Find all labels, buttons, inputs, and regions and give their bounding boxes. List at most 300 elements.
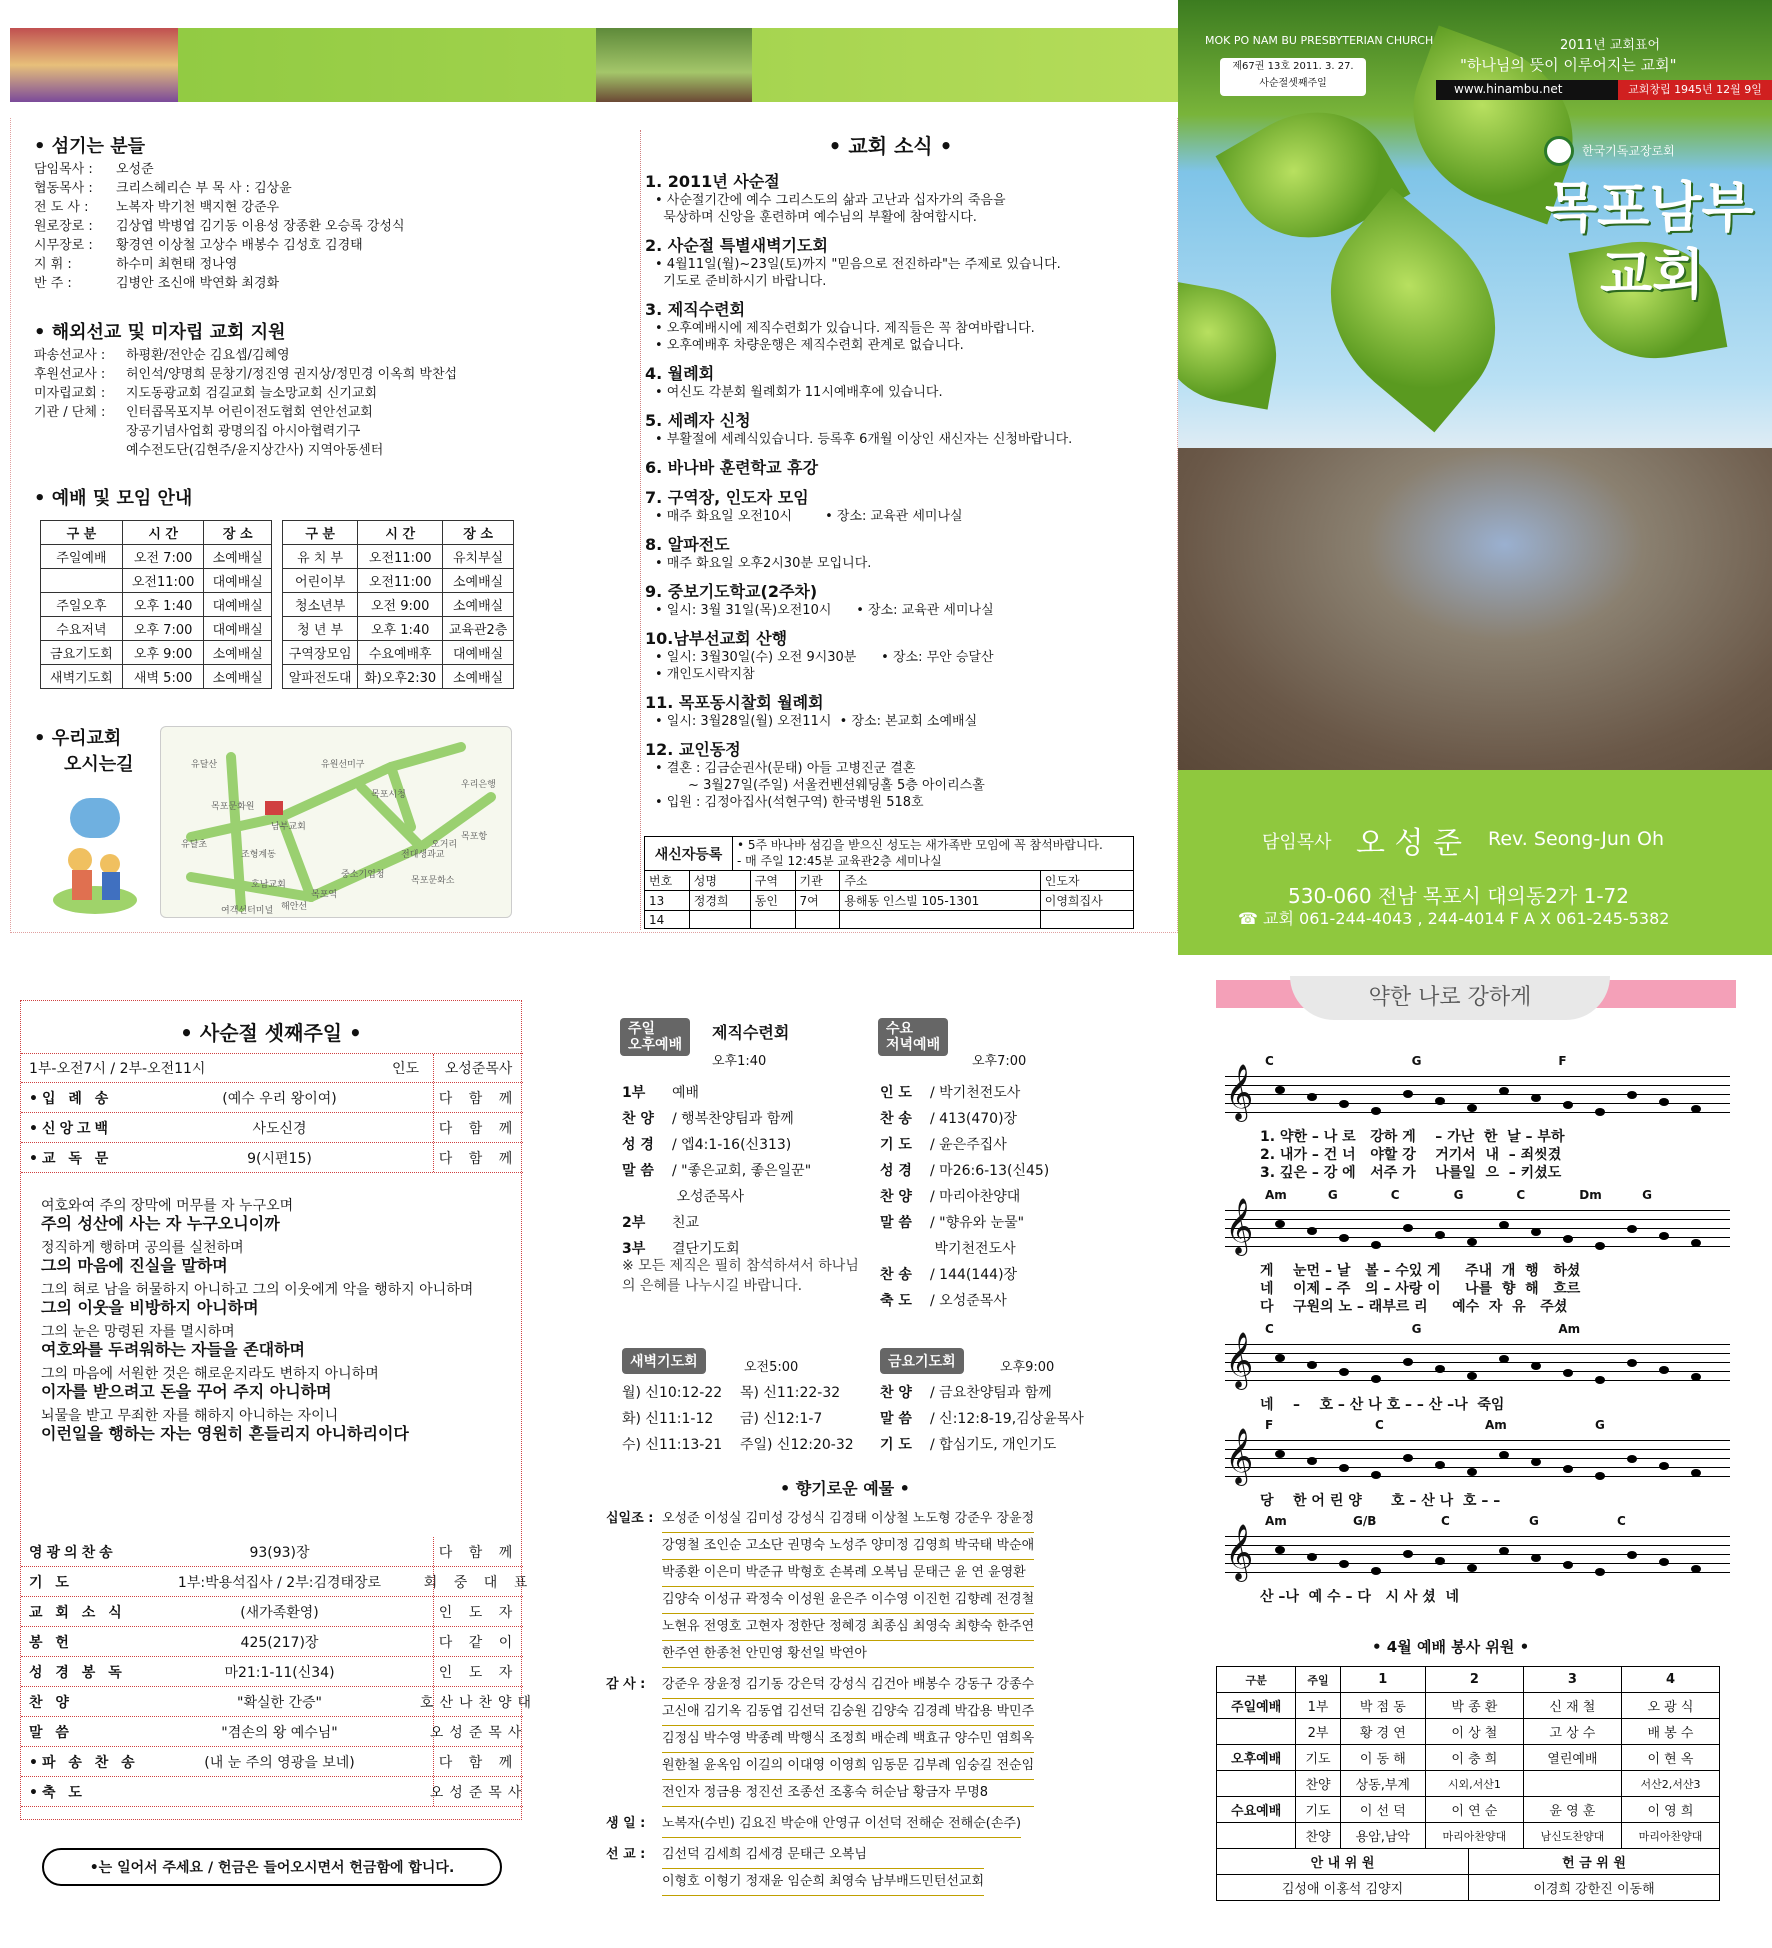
offering-title: • 향기로운 예물 • xyxy=(780,1479,910,1498)
offering-line: 전인자 정금용 정진선 조종선 조홍숙 허순남 황금자 무명8 xyxy=(662,1780,1034,1807)
pastor-label: 담임목사 xyxy=(1262,832,1332,853)
schedule-cell: 대예배실 xyxy=(204,569,272,593)
duty-header: 2 xyxy=(1425,1667,1523,1693)
info-label: 시무장로 : xyxy=(34,238,93,253)
news-line: • 입원 : 김정아집사(석현구역) 한국병원 518호 xyxy=(655,795,924,810)
service-row xyxy=(880,1406,1130,1432)
schedule-row xyxy=(41,665,272,689)
worship-leader: 오성준목사 xyxy=(433,1717,523,1746)
schedule-row xyxy=(283,617,514,641)
lyric-line: 2. 내가 – 건 너 야할 강 거기서 내 – 죄씻겼 xyxy=(1260,1147,1562,1163)
note xyxy=(1531,1362,1541,1370)
dawn-tag: 새벽기도회 xyxy=(622,1348,706,1374)
pastor-name: 오 성 준 xyxy=(1356,826,1463,861)
church-english-name: MOK PO NAM BU PRESBYTERIAN CHURCH xyxy=(1205,34,1434,47)
chord-label: C xyxy=(1617,1514,1626,1528)
worship-leader: 다 함 께 xyxy=(433,1083,523,1112)
news-item xyxy=(645,532,1140,572)
service-row xyxy=(622,1158,872,1184)
note xyxy=(1307,1361,1317,1369)
duty-row xyxy=(1217,1719,1720,1745)
offering-list xyxy=(606,1506,1146,1900)
lyric-line: 산 –나 예 수 – 다 시 사 셨 네 xyxy=(1260,1589,1460,1605)
worship-leader: 오성준목사 xyxy=(433,1777,523,1806)
note xyxy=(1691,1105,1701,1113)
music-staff xyxy=(1225,1322,1730,1388)
map-label: 중소기업청 xyxy=(341,870,385,880)
news-item xyxy=(645,169,1140,226)
info-value: 김상엽 박병엽 김기동 이용성 장종환 오승록 강성식 xyxy=(116,219,405,234)
note xyxy=(1371,1471,1381,1479)
newcomer-label: 새신자등록 xyxy=(645,837,733,870)
church-news xyxy=(640,130,1140,930)
duty-cell: 기도 xyxy=(1296,1745,1341,1771)
congregation-photo xyxy=(1178,448,1772,770)
service-value: / 합심기도, 개인기도 xyxy=(930,1437,1057,1453)
info-value: 김병안 조신애 박연화 최경화 xyxy=(116,276,280,291)
service-times-row: 1부-오전7시 / 2부-오전11시 인도 오성준목사 xyxy=(21,1053,523,1083)
treble-clef-icon: 𝄞 xyxy=(1225,1332,1254,1388)
worship-label: 봉 헌 xyxy=(29,1634,73,1651)
offering-label: 십일조 : xyxy=(606,1511,654,1526)
newcomer-header: 성명 xyxy=(689,871,750,891)
schedule-header: 장 소 xyxy=(204,521,272,545)
note xyxy=(1595,1472,1605,1480)
note xyxy=(1659,1462,1669,1470)
worship-leader: 회 중 대 표 xyxy=(433,1567,523,1596)
duty-cell: 찬양 xyxy=(1296,1823,1341,1849)
schedule-cell: 청 년 부 xyxy=(283,617,358,641)
worship-item: 마21:1-11(신34) xyxy=(224,1664,335,1681)
worship-row xyxy=(21,1687,538,1717)
schedule-cell: 오전11:00 xyxy=(122,569,204,593)
note xyxy=(1307,1093,1317,1101)
chord-label: Dm xyxy=(1579,1188,1602,1202)
news-heading: 1. 2011년 사순절 xyxy=(645,172,780,191)
duty-cell: 신 재 철 xyxy=(1523,1693,1621,1719)
offering-line: 강영철 조인순 고소단 권명숙 노성주 양미정 김영희 박국태 박순애 xyxy=(662,1533,1034,1560)
top-green-banner xyxy=(10,28,1178,102)
note xyxy=(1339,1464,1349,1472)
sunday-afternoon-rows xyxy=(622,1080,872,1262)
schedule-cell: 소예배실 xyxy=(443,665,514,689)
service-row xyxy=(622,1080,872,1106)
info-label: 기관 / 단체 : xyxy=(34,405,106,420)
duty-cell: 열린예배 xyxy=(1523,1745,1621,1771)
denomination: 한국기독교장로회 xyxy=(1582,144,1675,158)
note xyxy=(1627,1359,1637,1367)
schedule-row xyxy=(283,545,514,569)
note xyxy=(1563,1369,1573,1377)
note xyxy=(1339,1234,1349,1242)
map-label: 목포문화소 xyxy=(411,876,455,886)
service-row xyxy=(880,1432,1130,1458)
news-line: • 매주 화요일 오후2시30분 모입니다. xyxy=(655,556,872,571)
info-value: 예수전도단(김현주/윤지상간사) 지역아동센터 xyxy=(126,443,384,458)
note xyxy=(1435,1557,1445,1565)
note xyxy=(1691,1469,1701,1477)
schedule-cell: 소예배실 xyxy=(443,593,514,617)
news-heading: 4. 월례회 xyxy=(645,364,715,383)
schedule-cell: 유 치 부 xyxy=(283,545,358,569)
info-value: 장공기념사업회 광명의집 아시아협력기구 xyxy=(126,424,361,439)
offering-line: 이형호 이형기 정재윤 임순희 최영숙 남부배드민턴선교회 xyxy=(662,1869,984,1896)
lyric-line: 3. 깊은 – 강 에 서주 가 나를일 으 – 키셨도 xyxy=(1260,1165,1562,1181)
newcomer-notes xyxy=(733,837,1133,870)
service-label: 3부 xyxy=(622,1241,646,1257)
chord-label: G xyxy=(1595,1418,1605,1432)
duty-cell: 시외,서산1 xyxy=(1425,1771,1523,1797)
note xyxy=(1691,1373,1701,1381)
sunday-afternoon-title: 제직수련회 xyxy=(712,1023,790,1042)
duty-cell: 황 경 연 xyxy=(1340,1719,1425,1745)
chord-label: Am xyxy=(1265,1188,1287,1202)
chord-label: Am xyxy=(1265,1514,1287,1528)
schedule-cell: 소예배실 xyxy=(204,545,272,569)
news-line: • 매주 화요일 오전10시 • 장소: 교육관 세미나실 xyxy=(655,509,963,524)
worship-label: •축 도 xyxy=(29,1784,86,1801)
newcomer-row xyxy=(645,911,1134,929)
wednesday-time: 오후7:00 xyxy=(972,1054,1027,1069)
worship-order xyxy=(20,1000,538,1820)
note xyxy=(1307,1227,1317,1235)
note xyxy=(1499,1087,1509,1095)
schedule-row xyxy=(283,569,514,593)
worship-label: •파 송 찬 송 xyxy=(29,1754,139,1771)
worship-row xyxy=(21,1717,528,1747)
info-label: 반 주 : xyxy=(34,276,72,291)
info-row xyxy=(34,274,594,293)
note xyxy=(1435,1461,1445,1469)
newcomer-row xyxy=(645,891,1134,911)
service-row xyxy=(622,1132,872,1158)
service-row xyxy=(622,1106,872,1132)
service-label: 찬 송 xyxy=(880,1111,912,1127)
service-label: 기 도 xyxy=(880,1137,912,1153)
service-row xyxy=(880,1132,1130,1158)
note xyxy=(1595,1108,1605,1116)
duty-header-row xyxy=(1217,1667,1720,1693)
reading-lead: 여호와여 주의 장막에 머무를 자 누구오며 xyxy=(41,1198,294,1214)
offering-line: 노현유 전영호 고현자 정한단 정혜경 최종심 최영숙 최향숙 한주연 xyxy=(662,1614,1034,1641)
service-row xyxy=(880,1210,1130,1236)
note xyxy=(1467,1238,1477,1246)
offering-line: 오성준 이성실 김미성 강성식 김경태 이상철 노도형 강준우 장윤정 xyxy=(662,1506,1034,1533)
newcomer-header: 번호 xyxy=(645,871,690,891)
service-row xyxy=(880,1262,1130,1288)
newcomer-header: 구역 xyxy=(750,871,795,891)
chord-label: C xyxy=(1516,1188,1526,1202)
newcomer-header: 주소 xyxy=(840,871,1040,891)
service-value: 결단기도회 xyxy=(672,1241,740,1257)
chord-label: F xyxy=(1558,1054,1567,1068)
news-item xyxy=(645,361,1140,401)
note xyxy=(1531,1458,1541,1466)
schedule-header: 구 분 xyxy=(283,521,358,545)
map-label: 목포역 xyxy=(311,890,338,900)
worship-leader: 호산나찬양대 xyxy=(433,1687,523,1716)
offering-group xyxy=(606,1672,1146,1807)
worship-leader: 다 함 께 xyxy=(433,1113,523,1142)
worship-leader: 인 도 자 xyxy=(433,1657,523,1686)
choir-photo xyxy=(10,28,178,102)
note xyxy=(1691,1239,1701,1247)
schedule-row xyxy=(41,641,272,665)
news-item xyxy=(645,408,1140,448)
duty-header: 3 xyxy=(1523,1667,1621,1693)
schedule-cell: 오후 1:40 xyxy=(358,617,443,641)
duty-cell: 고 상 수 xyxy=(1523,1719,1621,1745)
offering-names xyxy=(662,1506,1034,1668)
worship-leader: 다 함 께 xyxy=(433,1143,523,1172)
lyric-line: 게 눈먼 – 날 볼 – 수있 게 주내 개 행 하셨 xyxy=(1260,1263,1581,1279)
newcomer-header-row xyxy=(645,871,1134,891)
note xyxy=(1563,1235,1573,1243)
dawn-rows xyxy=(622,1380,872,1458)
newcomer-cell: 동인 xyxy=(750,891,795,911)
service-label: 성 경 xyxy=(622,1137,654,1153)
chord-label: G xyxy=(1642,1188,1652,1202)
worship-row xyxy=(21,1537,523,1567)
schedule-cell: 소예배실 xyxy=(443,569,514,593)
info-label: 지 휘 : xyxy=(34,257,72,272)
schedule-row xyxy=(41,545,272,569)
schedule-cell: 소예배실 xyxy=(204,665,272,689)
schedule-cell: 주일오후 xyxy=(41,593,123,617)
worship-label: 성 경 봉 독 xyxy=(29,1664,126,1681)
dawn-row: 수) 신11:13-21 주일) 신12:20-32 xyxy=(622,1437,854,1453)
news-line: • 4월11일(월)~23일(토)까지 "믿음으로 전진하라"는 주제로 있습니다. xyxy=(655,257,1061,272)
schedule-cell: 오후 7:00 xyxy=(122,617,204,641)
schedule-header: 구 분 xyxy=(41,521,123,545)
map-title: • 우리교회 오시는길 xyxy=(34,728,134,775)
worship-title: • 사순절 셋째주일 • xyxy=(180,1021,362,1045)
info-row xyxy=(34,346,614,365)
worship-row xyxy=(21,1627,523,1657)
note xyxy=(1435,1231,1445,1239)
duty-cell: 서산2,서산3 xyxy=(1621,1771,1719,1797)
newcomer-cell: 14 xyxy=(645,911,690,929)
duty-cell: 이 동 해 xyxy=(1340,1745,1425,1771)
reading-response: 여호와를 두려워하는 자들을 존대하며 xyxy=(41,1340,306,1359)
duty-header: 주일 xyxy=(1296,1667,1341,1693)
chord-label: G xyxy=(1453,1188,1464,1202)
duty-cell: 기도 xyxy=(1296,1797,1341,1823)
reading-lead: 정직하게 행하며 공의를 실천하며 xyxy=(41,1240,244,1256)
offering-label: 선 교 : xyxy=(606,1847,646,1862)
chord-label: C xyxy=(1390,1188,1400,1202)
schedule-header: 장 소 xyxy=(443,521,514,545)
duty-cell: 찬양 xyxy=(1296,1771,1341,1797)
note xyxy=(1659,1098,1669,1106)
note xyxy=(1371,1107,1381,1115)
news-heading: 5. 세례자 신청 xyxy=(645,411,751,430)
info-value: 지도동광교회 검길교회 늘소망교회 신기교회 xyxy=(126,386,377,401)
offering-line: 김선덕 김세희 김세경 문태근 오복님 xyxy=(662,1842,984,1869)
news-line: 묵상하며 신앙을 훈련하며 예수님의 부활에 참여합시다. xyxy=(655,210,977,225)
duty-cell: 2부 xyxy=(1296,1719,1341,1745)
schedule-cell: 알파전도대 xyxy=(283,665,358,689)
newcomer-section xyxy=(644,836,1134,929)
note xyxy=(1275,1220,1285,1228)
chord-label: Am xyxy=(1558,1322,1581,1336)
schedule-cell: 청소년부 xyxy=(283,593,358,617)
schedule-cell: 오전11:00 xyxy=(358,545,443,569)
note xyxy=(1595,1376,1605,1384)
worship-leader: 다 함 께 xyxy=(433,1537,523,1566)
map-label: 목포시청 xyxy=(371,790,406,800)
treble-clef-icon: 𝄞 xyxy=(1225,1428,1254,1484)
schedule-cell: 오전 9:00 xyxy=(358,593,443,617)
note xyxy=(1275,1354,1285,1362)
newcomer-table xyxy=(644,870,1134,929)
service-value: 오성준목사 xyxy=(672,1189,745,1205)
worship-item: 9(시편15) xyxy=(247,1150,312,1167)
info-value: 황경연 이상철 고상수 배봉수 김성호 김경태 xyxy=(116,238,363,253)
news-line: • 오후예배후 차량운행은 제직수련회 관계로 없습니다. xyxy=(655,338,964,353)
duty-cell: 박 점 동 xyxy=(1340,1693,1425,1719)
info-row xyxy=(34,384,614,403)
duty-row xyxy=(1217,1797,1720,1823)
schedule-row xyxy=(41,569,272,593)
reading-lead: 그의 마음에 서원한 것은 해로운지라도 변하지 아니하며 xyxy=(41,1366,379,1382)
newcomer-cell xyxy=(689,911,750,929)
schedule-cell: 오전11:00 xyxy=(358,569,443,593)
schedule-row xyxy=(41,593,272,617)
reading-lead: 뇌물을 받고 무죄한 자를 해하지 아니하는 자이니 xyxy=(41,1408,339,1424)
offering-names xyxy=(662,1842,984,1896)
service-label: 찬 양 xyxy=(880,1189,912,1205)
offering-label: 감 사 : xyxy=(606,1677,646,1692)
map-illustration xyxy=(50,780,140,920)
info-row xyxy=(34,403,614,422)
note xyxy=(1627,1225,1637,1233)
service-value: / 박기천전도사 xyxy=(930,1085,1021,1101)
newcomer-cell xyxy=(1040,911,1133,929)
news-line: • 사순절기간에 예수 그리스도의 삶과 고난과 십자가의 죽음을 xyxy=(655,193,1006,208)
offering-line: 노복자(수빈) 김요진 박순애 안영규 이선덕 전해순 전해순(손주) xyxy=(662,1811,1021,1838)
year-motto-label: 2011년 교회표어 xyxy=(1560,38,1661,53)
serve-list xyxy=(34,160,594,293)
info-label: 협동목사 : xyxy=(34,181,93,196)
schedule-cell: 새벽 5:00 xyxy=(122,665,204,689)
note xyxy=(1627,1551,1637,1559)
duty-cell: 이 선 덕 xyxy=(1340,1797,1425,1823)
schedule-cell: 주일예배 xyxy=(41,545,123,569)
note xyxy=(1403,1454,1413,1462)
duty-cell: 배 봉 수 xyxy=(1621,1719,1719,1745)
reading-response: 주의 성산에 사는 자 누구오니이까 xyxy=(41,1214,280,1233)
schedule-row xyxy=(283,593,514,617)
chord-label: C xyxy=(1265,1322,1274,1336)
worship-item: (예수 우리 왕이여) xyxy=(222,1090,337,1107)
dawn-time: 오전5:00 xyxy=(744,1360,799,1375)
reading-response: 이런일을 행하는 자는 영원히 흔들리지 아니하리이다 xyxy=(41,1424,409,1443)
offering-names xyxy=(662,1672,1034,1807)
chord-label: C xyxy=(1265,1054,1274,1068)
service-row xyxy=(880,1158,1130,1184)
note xyxy=(1371,1241,1381,1249)
newcomer-cell xyxy=(840,911,1040,929)
info-value: 하평환/전안순 김요셉/김혜영 xyxy=(126,348,290,363)
news-line: • 여신도 각분회 월례회가 11시예배후에 있습니다. xyxy=(655,385,943,400)
note xyxy=(1595,1568,1605,1576)
worship-leader: 다 함 께 xyxy=(433,1747,523,1776)
note xyxy=(1435,1365,1445,1373)
committee-table: 안 내 위 원 헌 금 위 원 김성애 이홍석 김양지 이경희 강한진 이동해 xyxy=(1216,1848,1720,1901)
news-item xyxy=(645,455,1140,478)
news-heading: 6. 바나바 훈련학교 휴강 xyxy=(645,458,819,477)
map-label: 유원선미구 xyxy=(321,760,365,770)
note xyxy=(1339,1100,1349,1108)
note xyxy=(1403,1090,1413,1098)
church-url[interactable]: www.hinambu.net xyxy=(1454,82,1563,96)
worship-label: •교 독 문 xyxy=(29,1150,113,1167)
schedule-cell: 유치부실 xyxy=(443,545,514,569)
offering-group xyxy=(606,1506,1146,1668)
news-line: 기도로 준비하시기 바랍니다. xyxy=(655,274,827,289)
news-line: • 개인도시락지참 xyxy=(655,667,755,682)
info-row xyxy=(34,160,594,179)
newcomer-header: 기관 xyxy=(795,871,840,891)
denomination-logo-icon xyxy=(1544,136,1574,166)
founded-date: 교회창립 1945년 12월 9일 xyxy=(1618,80,1772,100)
worship-label: 말 씀 xyxy=(29,1724,73,1741)
chord-label: G xyxy=(1529,1514,1539,1528)
service-value: / "향유와 눈물" xyxy=(930,1215,1025,1231)
chord-label: C xyxy=(1375,1418,1384,1432)
info-label: 담임목사 : xyxy=(34,162,93,177)
schedule-row xyxy=(41,617,272,641)
mission-list xyxy=(34,346,614,460)
treble-clef-icon: 𝄞 xyxy=(1225,1524,1254,1580)
info-value: 노복자 박기천 백지현 강준우 xyxy=(116,200,280,215)
news-heading: 3. 제직수련회 xyxy=(645,300,746,319)
map-label: 유달초 xyxy=(181,840,208,850)
news-heading: 12. 교인동정 xyxy=(645,740,741,759)
note xyxy=(1275,1546,1285,1554)
schedule-header: 시 간 xyxy=(122,521,204,545)
info-row xyxy=(34,217,594,236)
note xyxy=(1307,1553,1317,1561)
map-label: 여객선터미널 xyxy=(221,906,274,916)
schedule-cell: 수요예배후 xyxy=(358,641,443,665)
schedule-cell xyxy=(41,569,123,593)
schedule-row xyxy=(283,641,514,665)
children-photo xyxy=(596,28,752,102)
newcomer-cell xyxy=(795,911,840,929)
duty-cell: 오 광 식 xyxy=(1621,1693,1719,1719)
sunday-note: ※ 모든 제직은 필히 참석하셔서 하나님의 은혜를 나누시길 바랍니다. xyxy=(622,1258,859,1294)
reading-response: 이자를 받으려고 돈을 꾸어 주지 아니하며 xyxy=(41,1382,332,1401)
info-value: 허인석/양명희 문창기/정진영 권지상/정민경 이옥희 박찬섭 xyxy=(126,367,458,382)
duty-cell xyxy=(1217,1771,1296,1797)
note xyxy=(1499,1221,1509,1229)
schedule-table-left xyxy=(40,520,272,689)
info-row xyxy=(34,255,594,274)
duty-cell: 수요예배 xyxy=(1217,1797,1296,1823)
map-label: 유달산 xyxy=(191,760,218,770)
news-heading: 7. 구역장, 인도자 모임 xyxy=(645,488,809,507)
service-label: 찬 양 xyxy=(880,1385,912,1401)
offering-line: 원한철 윤옥임 이길의 이대영 이영희 임동문 김부례 임숭길 전순임 xyxy=(662,1753,1034,1780)
offering-line: 김정심 박수영 박종례 박행식 조정희 배순례 백효규 양수민 염희옥 xyxy=(662,1726,1034,1753)
worship-item: 425(217)장 xyxy=(240,1634,319,1651)
service-row xyxy=(622,1184,872,1210)
duty-row xyxy=(1217,1693,1720,1719)
news-line: ~ 3월27일(주일) 서울컨벤션웨딩홀 5층 아이리스홀 xyxy=(655,778,985,793)
note xyxy=(1467,1564,1477,1572)
